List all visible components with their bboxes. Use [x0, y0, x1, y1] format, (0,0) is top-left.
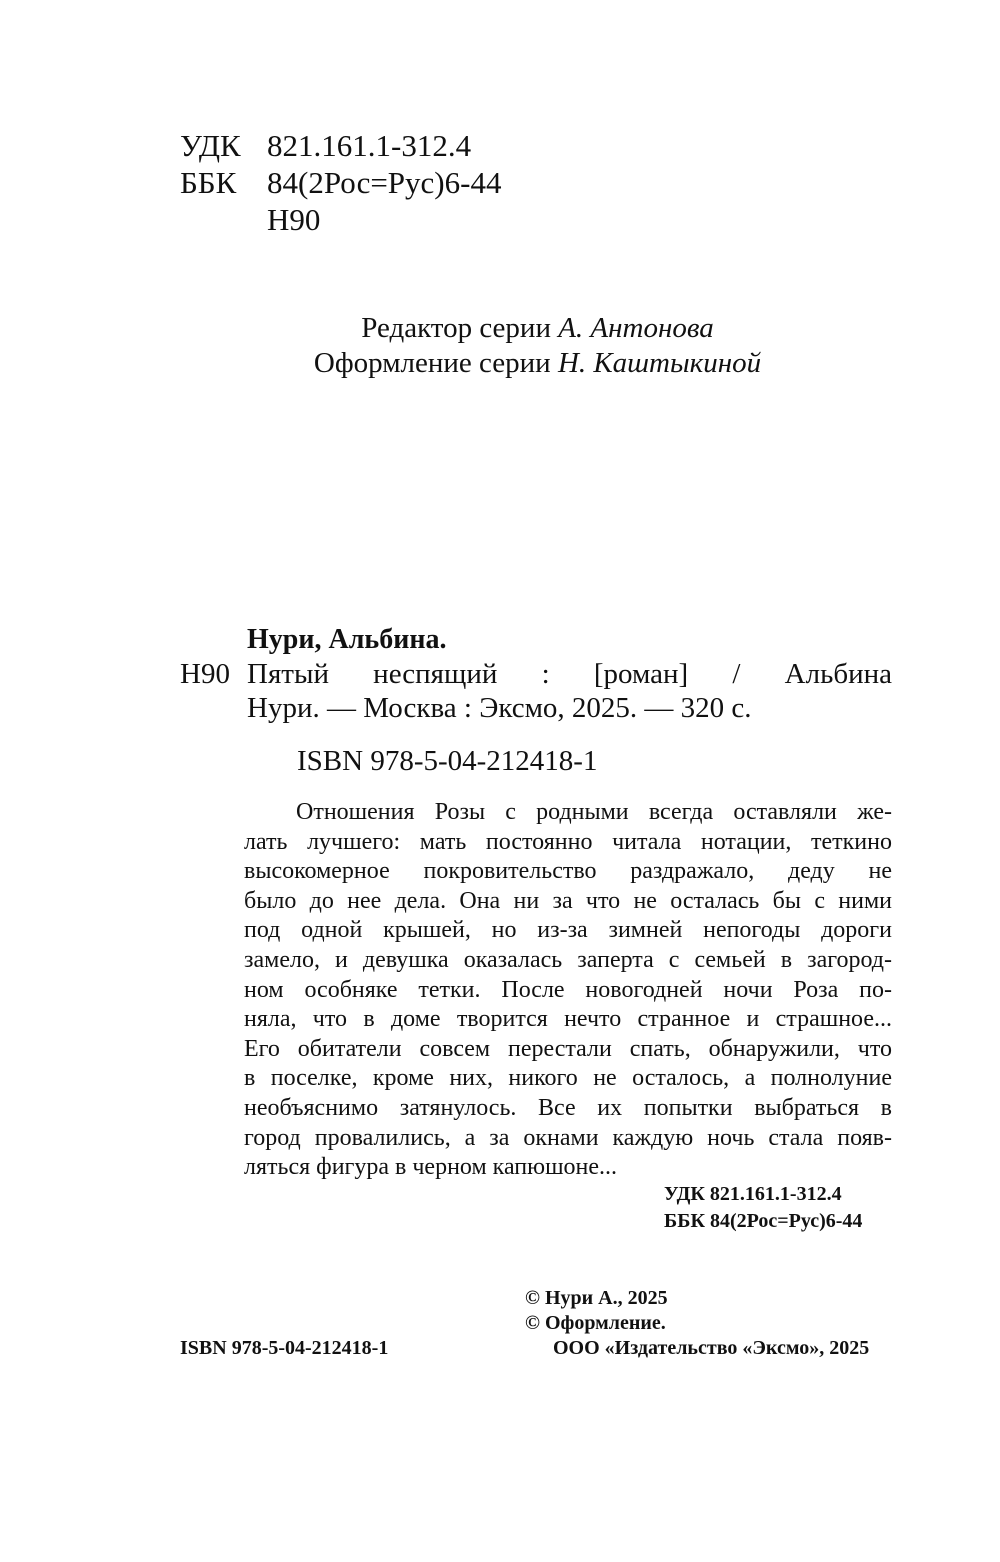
copyright-publisher: ООО «Издательство «Эксмо», 2025	[553, 1337, 870, 1359]
annotation-line: необъяснимо затянулось. Все их попытки выбраться в	[244, 1094, 892, 1121]
editor-name: А. Антонова	[558, 312, 714, 344]
editor-role: Редактор серии	[361, 312, 551, 344]
udk-value: 821.161.1-312.4	[267, 128, 472, 163]
annotation-line: город провалились, а за окнами каждую ночь стала появ-	[244, 1124, 892, 1151]
annotation-line: было до нее дела. Она ни за что не осталась бы с ними	[244, 887, 892, 914]
design-credit	[0, 347, 1000, 380]
annotation	[244, 798, 892, 1183]
entry-author: Нури, Альбина.	[247, 624, 447, 655]
annotation-line: Отношения Розы с родными всегда оставляли же-	[296, 799, 892, 825]
annotation-line: в поселке, кроме них, никого не осталось, а полнолуние	[244, 1065, 892, 1092]
entry-isbn: ISBN 978-5-04-212418-1	[297, 745, 598, 777]
bbk-label: ББК	[180, 165, 237, 200]
design-role: Оформление серии	[313, 347, 551, 379]
design-name: Н. Каштыкиной	[557, 347, 762, 379]
copyright-design: © Оформление.	[525, 1312, 666, 1334]
annotation-line: Его обитатели совсем перестали спать, обнаружили, что	[244, 1035, 892, 1062]
entry-title-line-2: Нури. — Москва : Эксмо, 2025. — 320 с.	[247, 692, 752, 724]
annotation-line: под одной крышей, но из-за зимней непогоды дороги	[244, 917, 892, 944]
copyright-author: © Нури А., 2025	[525, 1287, 668, 1309]
annotation-line: лать лучшего: мать постоянно читала нотации, теткино	[244, 828, 892, 855]
bbk-value: 84(2Рос=Рус)6-44	[267, 165, 502, 200]
udk-label: УДК	[180, 128, 241, 163]
footer-udk: УДК 821.161.1-312.4	[664, 1183, 842, 1205]
editor-credit	[0, 312, 1000, 345]
footer-bbk: ББК 84(2Рос=Рус)6-44	[664, 1210, 863, 1232]
annotation-line: замело, и девушка оказалась заперта с семьей в загород-	[244, 946, 892, 973]
annotation-line: ном особняке тетки. После новогодней ночи Роза по-	[244, 976, 892, 1003]
annotation-line: ляться фигура в черном капюшоне...	[244, 1154, 618, 1181]
footer-isbn: ISBN 978-5-04-212418-1	[180, 1337, 389, 1359]
annotation-line: высокомерное покровительство раздражало, деду не	[244, 858, 892, 885]
entry-title-line-1: Пятый неспящий : [роман] / Альбина	[247, 658, 892, 690]
annotation-line: няла, что в доме творится нечто странное и страшное...	[244, 1006, 892, 1033]
author-mark: Н90	[267, 202, 321, 237]
entry-author-mark: Н90	[180, 658, 230, 690]
